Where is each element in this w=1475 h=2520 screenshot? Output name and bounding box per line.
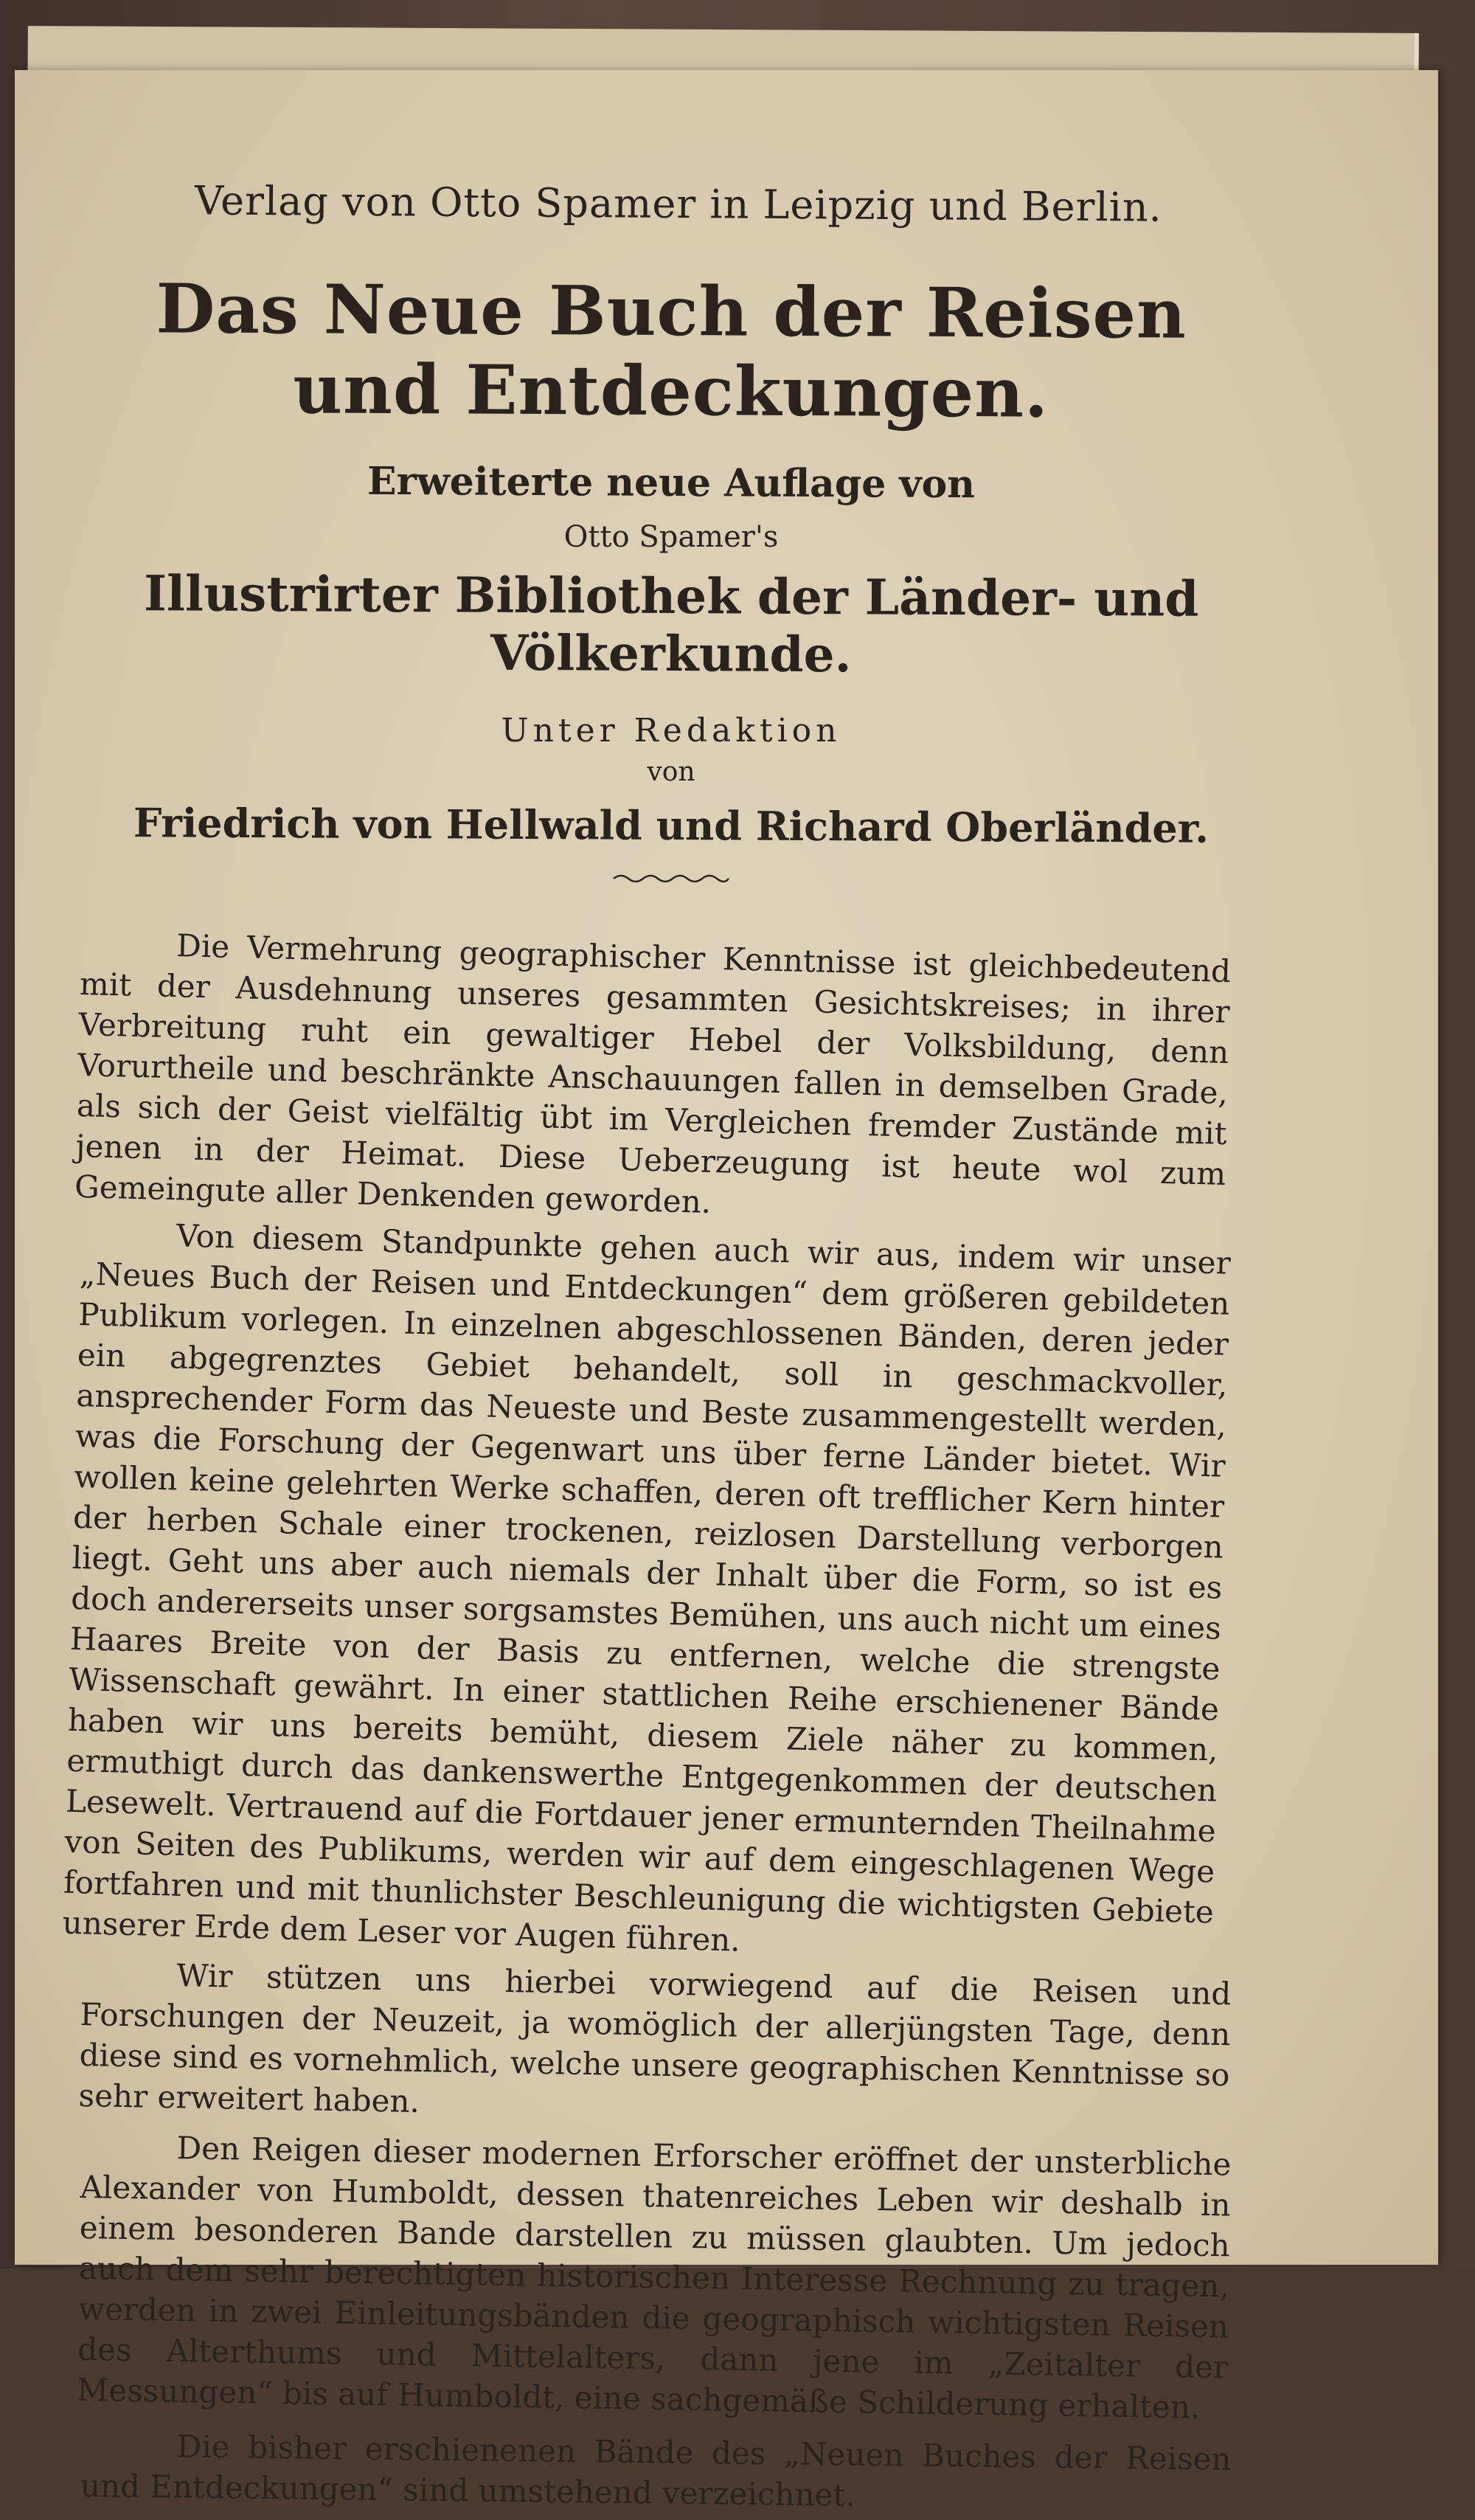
- ornament-divider-icon: [612, 871, 730, 886]
- main-title: Das Neue Buch der Reisen und Entdeckungen.: [156, 269, 1187, 433]
- paragraph: Die bisher erschienenen Bände des „Neuen Buches der Reisen und Entdeckungen“ sind umstehend verzeichnet.: [80, 2428, 1232, 2513]
- paragraph: Wir stützen uns hierbei vorwiegend auf die Reisen und Forschungen der Neuzeit, ja womöglich der allerjüngsten Tage, denn diese sind es vornehmlich, welche unsere geographischen Kenntnisse so sehr erweitert haben.: [78, 1957, 1232, 2120]
- series-title: Illustrirter Bibliothek der Länder- und Völkerkunde.: [143, 564, 1199, 684]
- subtitle: Erweiterte neue Auflage von: [367, 458, 976, 508]
- body-text: [62, 923, 1232, 2513]
- redaktion-line: Unter Redaktion: [501, 712, 841, 750]
- page-content: [62, 177, 1232, 2513]
- paragraph: Die Vermehrung geographischer Kenntnisse ist gleichbedeutend mit der Ausdehnung unseres gesammten Gesichtskreises; in ihrer Verbreitung ruht ein gewaltiger Hebel der Volksbildung, denn Vorurtheile und beschränkte Anschauungen fallen in demselben Grade, als sich der Geist vielfältig übt im Vergleichen fremder Zustände mit jenen in der Heimat. Diese Ueberzeugung ist heute wol zum Gemeingute aller Denkenden geworden.: [74, 927, 1232, 1220]
- editors-line: Friedrich von Hellwald und Richard Oberländer.: [133, 799, 1210, 852]
- paragraph: Den Reigen dieser modernen Erforscher eröffnet der unsterbliche Alexander von Humboldt, dessen thatenreiches Leben wir deshalb in einem besonderen Bande darstellen zu müssen glaubten. Um jedoch auch dem sehr berechtigten historischen Interesse Rechnung zu tragen, werden in zwei Einleitungsbänden die geographisch wichtigsten Reisen des Alterthums und Mittelalters, dann jene im „Zeitalter der Messungen“ bis auf Humboldt, eine sachgemäße Schilderung erhalten.: [76, 2130, 1232, 2426]
- paragraph: Von diesem Standpunkte gehen auch wir aus, indem wir unser „Neues Buch der Reisen und Entdeckungen“ dem größeren gebildeten Publikum vorlegen. In einzelnen abgeschlossenen Bänden, deren jeder ein abgegrenztes Gebiet behandelt, soll in geschmackvoller, ansprechender Form das Neueste und Beste zusammengestellt werden, was die Forschung der Gegenwart uns über ferne Länder bietet. Wir wollen keine gelehrten Werke schaffen, deren oft trefflicher Kern hinter der herben Schale einer trockenen, reizlosen Darstellung verborgen liegt. Geht uns aber auch niemals der Inhalt über die Form, so ist es doch andererseits unser sorgsamstes Bemühen, uns auch nicht um eines Haares Breite von der Basis zu entfernen, welche die strengste Wissenschaft gewährt. In einer stattlichen Reihe erschienener Bände haben wir uns bereits bemüht, diesem Ziele näher zu kommen, ermuthigt durch das dankenswerthe Entgegenkommen der deutschen Lesewelt. Vertrauend auf die Fortdauer jener ermunternden Theilnahme von Seiten des Publikums, werden wir auf dem eingeschlagenen Wege fortfahren und mit thunlichster Beschleunigung die wichtigsten Gebiete unserer Erde dem Leser vor Augen führen.: [62, 1217, 1232, 1959]
- von-line: von: [647, 757, 695, 787]
- author-line: Otto Spamer's: [563, 520, 779, 554]
- publisher-line: Verlag von Otto Spamer in Leipzig und Berlin.: [194, 177, 1163, 231]
- page: [15, 70, 1438, 2513]
